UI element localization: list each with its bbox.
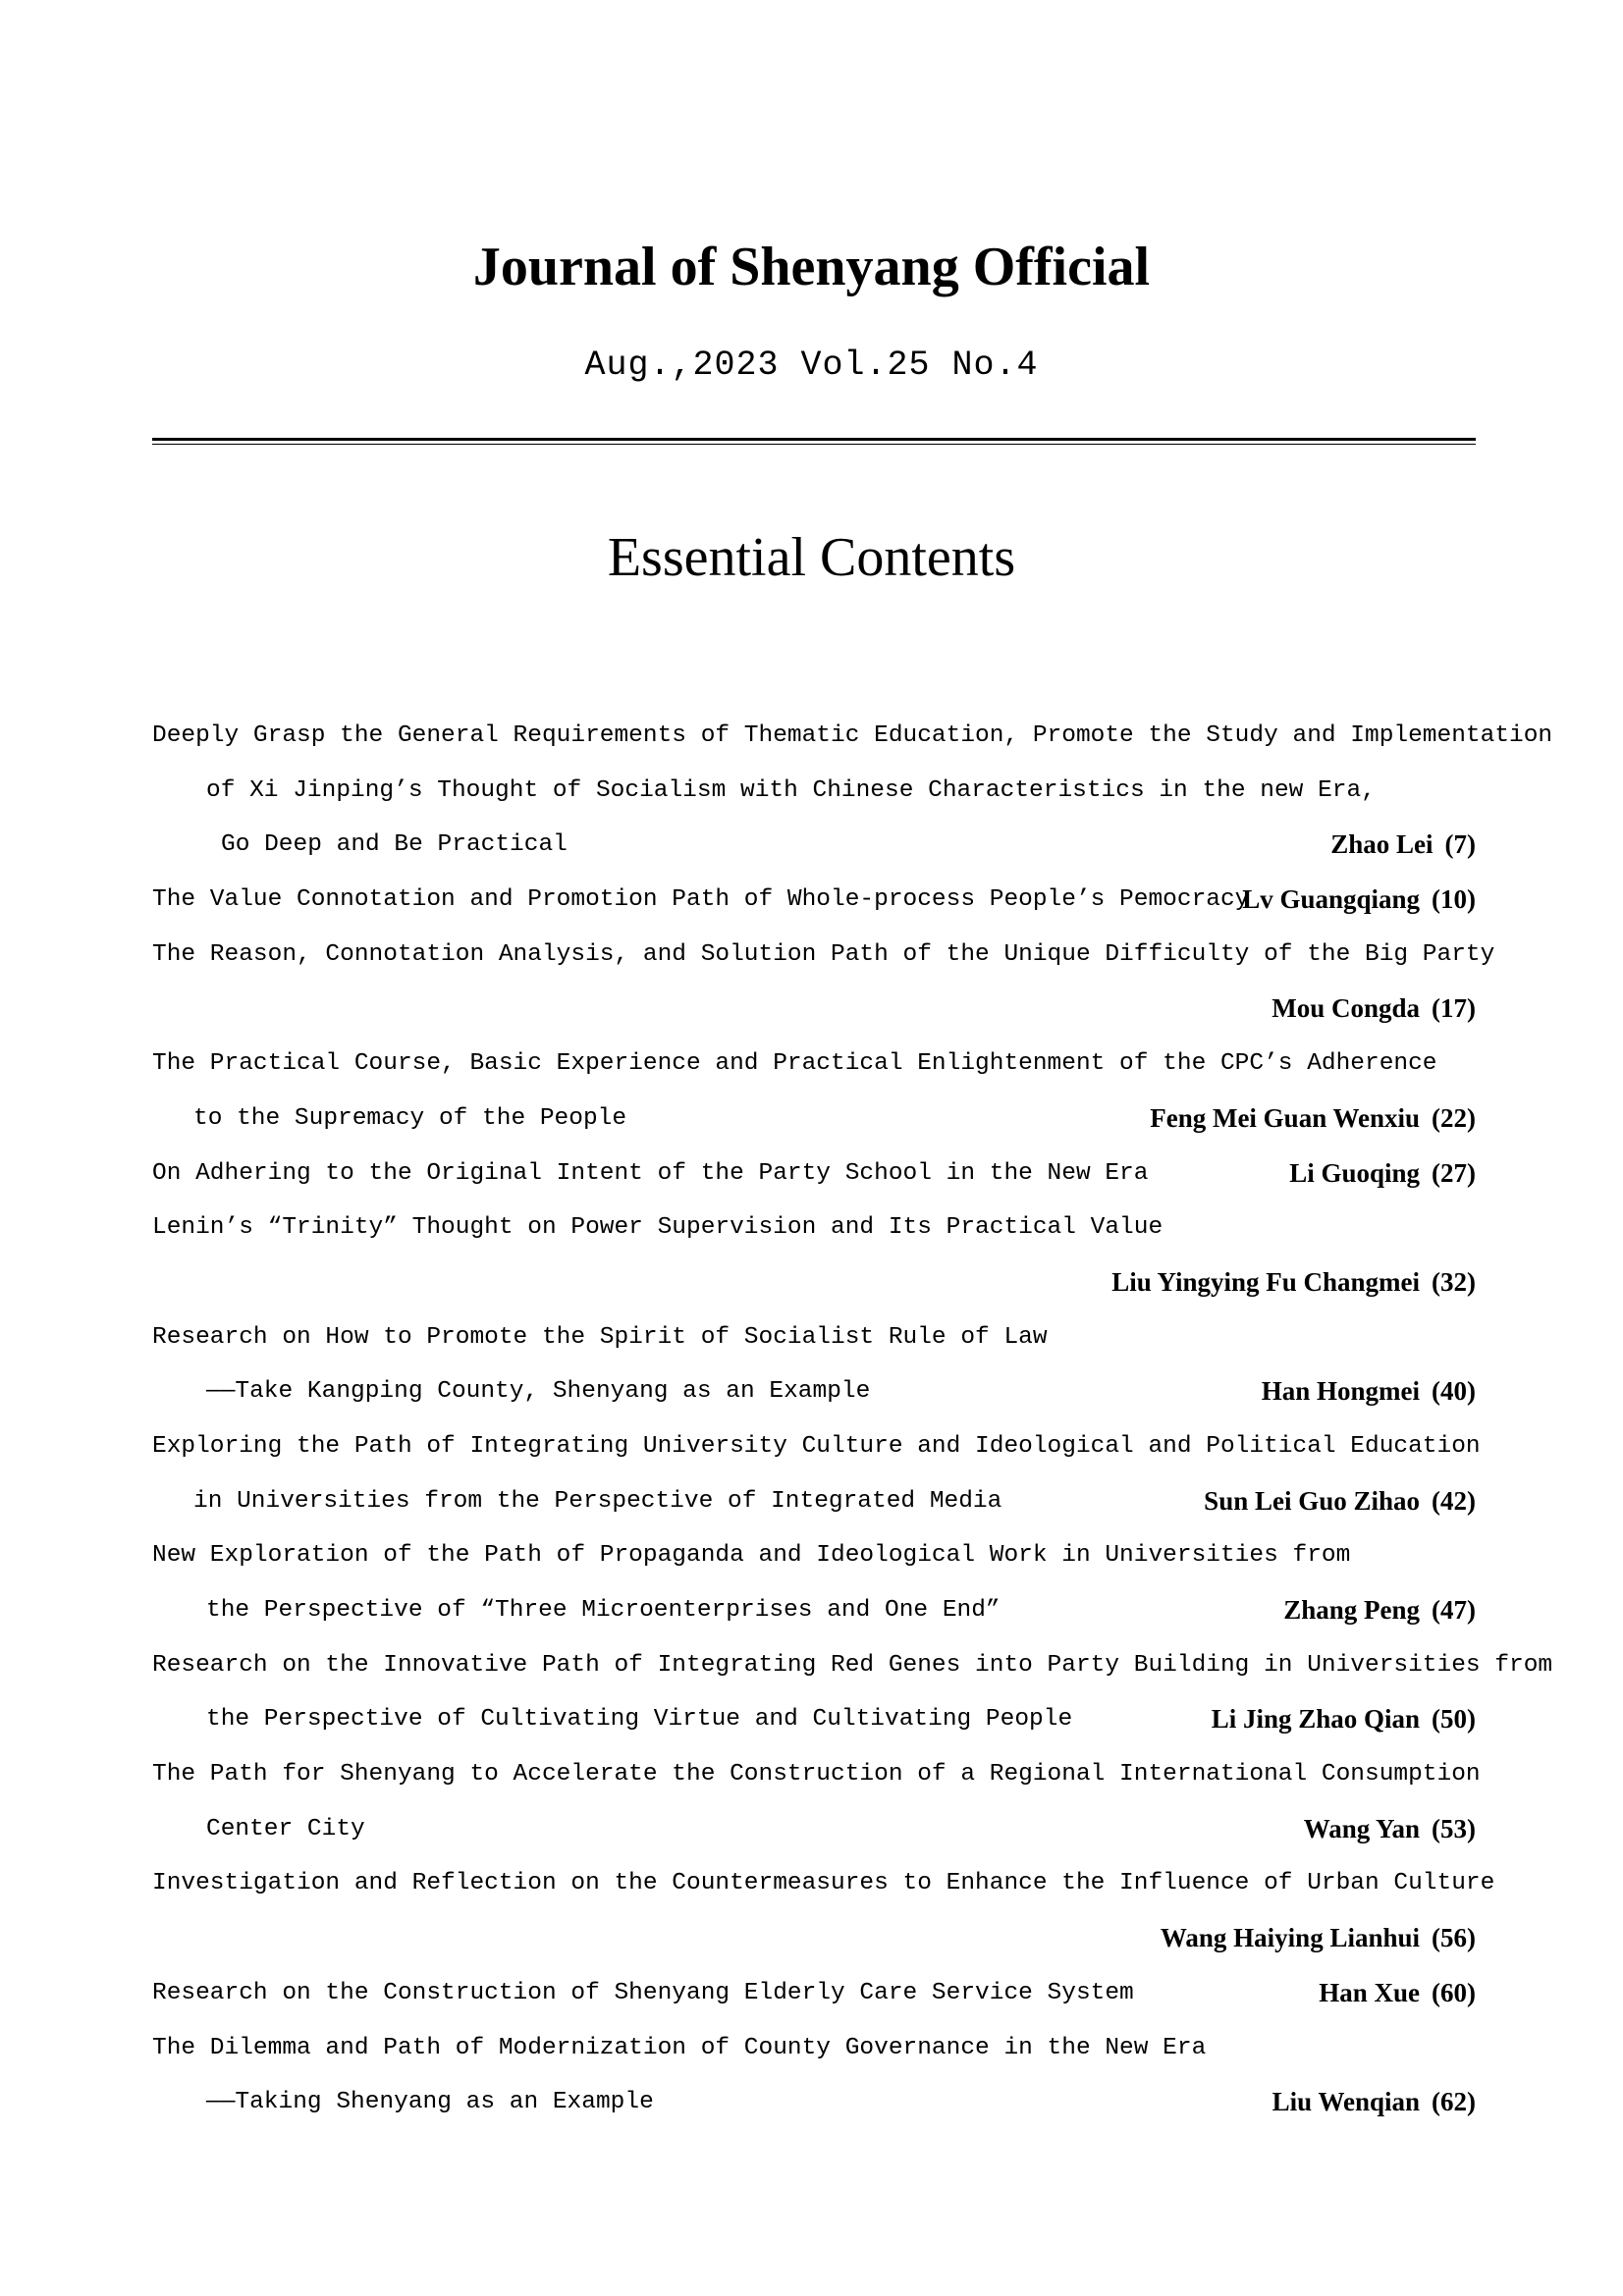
toc-line (152, 1092, 1476, 1147)
entry-author: Lv Guangqiang (1242, 884, 1421, 915)
entry-meta (1204, 1474, 1476, 1529)
entry-meta (1242, 873, 1476, 928)
entry-meta (1212, 1692, 1476, 1747)
entry-author: Li Guoqing (1289, 1157, 1421, 1188)
entry-page: (32) (1432, 1266, 1476, 1297)
entry-title-line: Center City (206, 1815, 365, 1842)
toc-line (152, 1419, 1481, 1474)
entry-author: Han Hongmei (1261, 1376, 1421, 1407)
header-divider (152, 438, 1476, 445)
toc-line (152, 1966, 1476, 2021)
entry-page: (56) (1432, 1923, 1476, 1953)
toc-line (152, 818, 1476, 873)
entry-author: Liu Wenqian (1271, 2087, 1421, 2117)
entry-meta (1262, 1364, 1476, 1419)
toc-line (152, 1583, 1476, 1638)
entry-page: (50) (1432, 1704, 1476, 1735)
table-of-contents (152, 709, 1553, 2130)
entry-meta (1272, 2075, 1476, 2130)
toc-line (152, 1255, 1476, 1310)
entry-page: (60) (1432, 1977, 1476, 2007)
entry-meta (1271, 982, 1476, 1037)
toc-line (152, 1310, 1476, 1365)
toc-line (152, 982, 1476, 1037)
contents-heading: Essential Contents (607, 527, 1016, 588)
entry-author: Wang Yan (1303, 1813, 1421, 1843)
entry-title-line: The Practical Course, Basic Experience and Practical Enlightenment of the CPC’s Adherence (152, 1050, 1437, 1078)
entry-title-line: ——Taking Shenyang as an Example (206, 2089, 654, 2116)
toc-line (152, 2075, 1476, 2130)
entry-page: (17) (1432, 993, 1476, 1024)
toc-line (152, 1364, 1476, 1419)
toc-line (152, 1474, 1476, 1529)
entry-title-line: New Exploration of the Path of Propaganda and Ideological Work in Universities from (152, 1542, 1351, 1570)
entry-author: Mou Congda (1271, 993, 1421, 1024)
entry-title-line: On Adhering to the Original Intent of the Party School in the New Era (152, 1159, 1149, 1187)
entry-title-line: to the Supremacy of the People (193, 1104, 627, 1132)
entry-author: Sun Lei Guo Zihao (1204, 1485, 1421, 1516)
entry-page: (22) (1432, 1102, 1476, 1133)
entry-title-line: The Dilemma and Path of Modernization of County Governance in the New Era (152, 2034, 1207, 2061)
entry-meta (1289, 1147, 1476, 1201)
toc-line (152, 1147, 1476, 1201)
toc-line (152, 1911, 1476, 1966)
journal-title: Journal of Shenyang Official (472, 237, 1151, 297)
entry-title-line: Deeply Grasp the General Requirements of Thematic Education, Promote the Study and Implementation (152, 722, 1553, 749)
entry-title-line: Research on How to Promote the Spirit of Socialist Rule of Law (152, 1323, 1048, 1351)
toc-line (152, 1037, 1476, 1092)
entry-title-line: Investigation and Reflection on the Countermeasures to Enhance the Influence of Urban Culture (152, 1870, 1495, 1897)
entry-author: Feng Mei Guan Wenxiu (1150, 1102, 1421, 1133)
entry-title-line: the Perspective of “Three Microenterprises and One End” (206, 1597, 1001, 1624)
toc-line (152, 873, 1476, 928)
toc-line (152, 1201, 1476, 1255)
toc-line (152, 1638, 1553, 1693)
entry-title-line: in Universities from the Perspective of Integrated Media (193, 1487, 1002, 1515)
entry-author: Zhang Peng (1283, 1595, 1421, 1625)
entry-meta (1319, 1966, 1476, 2021)
entry-title-line: The Reason, Connotation Analysis, and Solution Path of the Unique Difficulty of the Big Party (152, 940, 1495, 968)
entry-page: (42) (1432, 1485, 1476, 1516)
entry-page: (7) (1444, 829, 1476, 860)
toc-line (152, 928, 1495, 983)
entry-author: Han Xue (1319, 1977, 1421, 2007)
entry-meta (1330, 818, 1476, 873)
entry-title-line: the Perspective of Cultivating Virtue and Cultivating People (206, 1706, 1073, 1734)
entry-title-line: Research on the Innovative Path of Integrating Red Genes into Party Building in Universities from (152, 1651, 1553, 1679)
entry-page: (62) (1432, 2087, 1476, 2117)
entry-meta (1304, 1802, 1476, 1857)
entry-author: Li Jing Zhao Qian (1211, 1704, 1421, 1735)
entry-page: (10) (1432, 884, 1476, 915)
entry-author: Wang Haiying Lianhui (1160, 1923, 1421, 1953)
toc-line (152, 1747, 1481, 1802)
entry-page: (53) (1432, 1813, 1476, 1843)
toc-line (152, 709, 1553, 764)
toc-line (152, 764, 1476, 819)
entry-title-line: The Path for Shenyang to Accelerate the Construction of a Regional International Consumption (152, 1761, 1481, 1789)
entry-title-line: The Value Connotation and Promotion Path of Whole-process People’s Pemocracy (152, 886, 1250, 914)
entry-title-line: ——Take Kangping County, Shenyang as an Example (206, 1378, 871, 1406)
entry-author: Zhao Lei (1330, 829, 1434, 860)
toc-line (152, 1692, 1476, 1747)
issue-info: Aug.,2023 Vol.25 No.4 (584, 346, 1039, 385)
entry-meta (1283, 1583, 1476, 1638)
entry-title-line: Lenin’s “Trinity” Thought on Power Supervision and Its Practical Value (152, 1214, 1163, 1242)
toc-line (152, 1856, 1495, 1911)
entry-title-line: Exploring the Path of Integrating University Culture and Ideological and Political Education (152, 1432, 1481, 1460)
toc-line (152, 1528, 1476, 1583)
entry-page: (40) (1432, 1376, 1476, 1407)
entry-author: Liu Yingying Fu Changmei (1111, 1266, 1421, 1297)
entry-meta (1150, 1092, 1476, 1147)
entry-meta (1161, 1911, 1476, 1966)
entry-page: (27) (1432, 1157, 1476, 1188)
entry-title-line: Go Deep and Be Practical (221, 831, 568, 859)
entry-page: (47) (1432, 1595, 1476, 1625)
toc-line (152, 1802, 1476, 1857)
entry-meta (1111, 1255, 1476, 1310)
entry-title-line: Research on the Construction of Shenyang Elderly Care Service System (152, 1979, 1134, 2006)
toc-line (152, 2021, 1476, 2076)
entry-title-line: of Xi Jinping’s Thought of Socialism with Chinese Characteristics in the new Era, (206, 776, 1376, 804)
